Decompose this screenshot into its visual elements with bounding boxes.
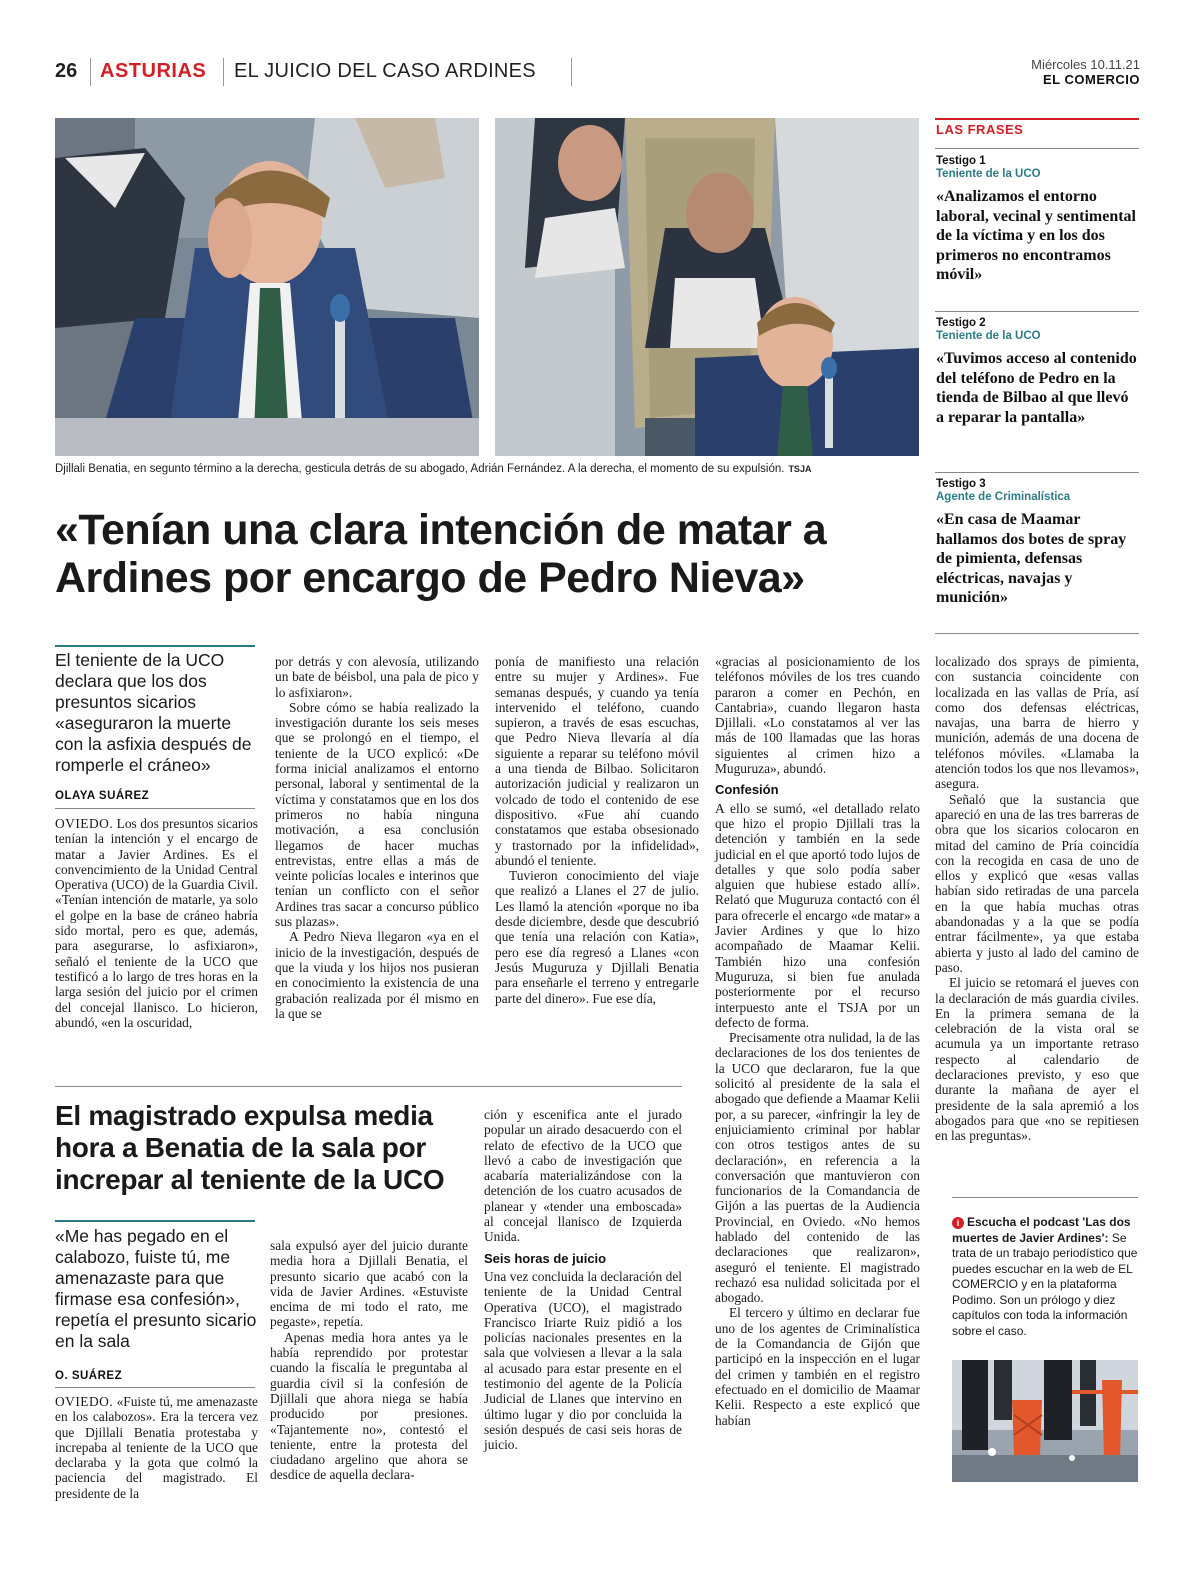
main-column-5 — [935, 654, 1139, 1144]
podcast-promo — [952, 1215, 1138, 1339]
second-col1-text: «Fuiste tú, me amenazaste en los calabozos». Era la tercera vez que Djillali Benatia protestaba y increpaba al teniente de la UCO que declaraba y la gota que colmó la paciencia del magistrado. El presidente de la — [55, 1394, 258, 1501]
subhead-seis-horas: Seis horas de juicio — [484, 1250, 607, 1266]
frase-witness: Testigo 1 — [936, 155, 986, 167]
main-column-3 — [495, 654, 699, 1006]
main-headline: «Tenían una clara intención de matar a Ardines por encargo de Pedro Nieva» — [55, 506, 827, 602]
paragraph: localizado dos sprays de pimienta, con sustancia coincidente con localizada en las vallas de Pría, así como dos defensas eléctricas, navajas, una barra de hierro y munición, además de una docena de teléfonos móviles. «Llamaba la atención todos los que nos llevamos», asegura. — [935, 654, 1139, 792]
second-dateline: OVIEDO. — [55, 1394, 114, 1409]
second-headline: El magistrado expulsa media hora a Benatia de la sala por increpar al teniente de la UCO — [55, 1100, 445, 1195]
paragraph: A Pedro Nieva llegaron «ya en el inicio de la investigación, después de que la viuda y los hijos nos pusieran en conocimiento la existencia de una grabación realizada por él mismo en la que se — [275, 929, 479, 1021]
section-name: ASTURIAS — [100, 60, 207, 82]
frase-item — [936, 155, 1140, 285]
paragraph: El juicio se retomará el jueves con la declaración de más guardia civiles. En la primera semana de la celebración de la vista oral se acumula ya un importante retraso respecto al calendario de declaraciones previsto, y eso que durante la mañana de ayer el presidente de la sala apremió a los abogados para que «no se repitiesen en las preguntas». — [935, 975, 1139, 1144]
header-divider — [90, 58, 91, 86]
second-column-2 — [270, 1238, 468, 1483]
paragraph: Apenas media hora antes ya le había reprendido por protestar cuando la fiscalía le preguntaba al guardia civil si la confesión de Djillali que ahora niega se había producido por presiones. «Tajantemente no», contestó el teniente, entre la protesta del ciudadano argelino que ahora se desdice de aquella declara- — [270, 1329, 468, 1483]
byline-rule — [55, 808, 255, 809]
frase-quote: «En casa de Maamar hallamos dos botes de spray de pimienta, defensas eléctricas, navajas y munición» — [936, 511, 1127, 606]
main-lead: El teniente de la UCO declara que los dos presuntos sicarios «aseguraron la muerte con la asfixia después de romperle el cráneo» — [55, 650, 252, 775]
paragraph: Sobre cómo se había realizado la investigación durante los seis meses que se prolongó en el tiempo, el teniente de la UCO explicó: «De forma inicial analizamos el entorno personal, laboral y sentimental de la víctima y constatamos que en los dos primeros no había ninguna motivación, a esa conclusión llegamos de hacer muchas entrevistas, entre ellas a más de veinte policías locales e interinos que tenían un conflicto con el señor Ardines tras sacar a concurso público sus plazas». — [275, 699, 479, 930]
info-icon: i — [952, 1217, 964, 1229]
lead-rule — [55, 645, 255, 647]
second-column-1 — [55, 1394, 258, 1501]
podcast-artwork — [952, 1360, 1138, 1482]
court-photo-right — [495, 118, 919, 456]
second-story-rule — [55, 1086, 682, 1087]
main-column-4 — [715, 654, 920, 1428]
byline-rule — [55, 1387, 255, 1388]
second-byline: O. SUÁREZ — [55, 1370, 123, 1382]
frase-role: Teniente de la UCO — [936, 168, 1041, 180]
main-column-2 — [275, 654, 479, 1021]
paragraph: Precisamente otra nulidad, la de las declaraciones de los dos tenientes de la UCO que declararon, fue la que solicitó al presidente de la sala el abogado que defiende a Maamar Kelii por, a su parecer, «infringir la ley de enjuiciamiento criminal por hablar con otros testigos antes de su declaración», en referencia a la conversación que mantuvieron con funcionarios de la Comandancia de Gijón a las puertas de la Audiencia Provincial, en Oviedo. «No hemos hablado del contenido de las declaraciones que realizaron», aseguró el teniente. El magistrado rechazó esa nulidad solicitada por el abogado. — [715, 1030, 920, 1306]
photo-caption — [55, 463, 925, 475]
paragraph: A ello se sumó, «el detallado relato que hizo el propio Djillali tras la detención y también en la sede judicial en el que aportó todo lujos de detalles y que solo podía saber alguien que hubiese estado allí». Relató que Muguruza contactó con él para ofrecerle el encargo «de matar» a Javier Ardines y que lo hizo acompañado de Maamar Kelii. También hizo una confesión Muguruza, si bien fue anulada posteriormente por el recurso interpuesto ante el TSJA por un defecto de forma. — [715, 800, 920, 1030]
frase-item — [936, 317, 1140, 427]
header-divider — [571, 58, 572, 86]
page-number: 26 — [55, 60, 78, 82]
lead-rule — [55, 1220, 255, 1222]
paragraph: sala expulsó ayer del juicio durante media hora a Djillali Benatia, el presunto sicario que acabó con la vida de Javier Ardines. «Estuviste encima de mi todo el rato, me pegaste», repetía. — [270, 1238, 468, 1330]
frase-role: Agente de Criminalística — [936, 491, 1071, 503]
frases-divider — [935, 633, 1139, 634]
caption-text: Djillali Benatia, en segunto término a la derecha, gesticula detrás de su abogado, Adrián Fernández. A la derecha, el momento de su expulsión. — [55, 463, 785, 475]
paragraph: ponía de manifiesto una relación entre su mujer y Ardines». Fue semanas después, y cuando ya tenía intervenido el teléfono, cuando supieron, a través de esas escuchas, que Pedro Nieva llevaría al día siguiente a reparar su teléfono móvil a una tienda de Bilbao. Solicitaron autorización judicial y realizaron un volcado de todo el contenido de ese dispositivo. «Fue ahí cuando constatamos que estaba obsesionado y trastornado por la infidelidad», abundó el teniente. — [495, 654, 699, 868]
court-photo-left — [55, 118, 479, 456]
frase-role: Teniente de la UCO — [936, 330, 1041, 342]
main-column-1 — [55, 816, 258, 1030]
photo-credit: TSJA — [788, 464, 812, 474]
frase-witness: Testigo 2 — [936, 317, 986, 329]
issue-date: Miércoles 10.11.21 — [1031, 57, 1140, 72]
paragraph: ción y escenifica ante el jurado popular un airado desacuerdo con el relato de efectivo de la UCO que llevó a cabo de investigación que acabaría materializándose con la detención de los cuatro acusados de planear y «tender una emboscada» al concejal llanisco de Izquierda Unida. — [484, 1107, 682, 1245]
podcast-text: Se trata de un trabajo periodístico que puedes escuchar en la web de EL COMERCIO y en la plataforma Podimo. Son un prólogo y diez capítulos con toda la información sobre el caso. — [952, 1230, 1138, 1338]
main-col1-text: Los dos presuntos sicarios tenían la intención y el encargo de matar a Javier Ardines. Es el convencimiento de la Unidad Central Operativa (UCO) de la Guardia Civil. «Tenían intención de matarle, ya solo el golpe en la base de cráneo habría sido mortal, pero es que, además, para asegurarse, lo asfixiaron», señaló el teniente de la UCO que testificó a lo largo de tres horas en la larga sesión del juicio por el crimen del concejal llanisco. Lo hicieron, abundó, «en la oscuridad, — [55, 816, 258, 1030]
paragraph: por detrás y con alevosía, utilizando un bate de béisbol, una pala de pico y lo asfixiaron». — [275, 654, 479, 700]
paragraph: Una vez concluida la declaración del teniente de la Unidad Central Operativa (UCO), el magistrado Francisco Iriarte Ruiz pidió a los policías nacionales presentes en la sala que volviesen a llevar a la sala al acusado para estar presente en el testimonio del agente de la Policía Judicial de Llanes que intervino en último lugar y dio por concluida la sesión después de casi seis horas de juicio. — [484, 1268, 682, 1453]
paragraph: El tercero y último en declarar fue uno de los agentes de Criminalística de la Comandancia de Gijón que participó en la inspección en el lugar del crimen y también en el registro efectuado en el domicilio de Maamar Kelii. Respecto a este explicó que habían — [715, 1305, 920, 1428]
frases-divider — [935, 148, 1139, 149]
paragraph: «gracias al posicionamiento de los teléfonos móviles de los tres cuando pararon a comer en Pechón, en Cantabria», cuando llegaron hasta Djillali. «Lo constatamos al ver las más de 100 llamadas que las horas siguientes al crimen hizo a Muguruza», abundó. — [715, 654, 920, 777]
podcast-title: Escucha el podcast 'Las dos muertes de Javier Ardines': — [952, 1215, 1131, 1245]
second-lead: «Me has pegado en el calabozo, fuiste tú, me amenazaste para que firmase esa confesión», repetía el presunto sicario en la sala — [55, 1226, 257, 1351]
paragraph: Señaló que la sustancia que apareció en una de las tres barreras de obra que los sicarios colocaron en mitad del camino de Pría coincidía con la recogida en casa de uno de ellos y explicó que «esas vallas habían sido retiradas de una parcela en la que había muchas otras abandonadas y a la que se podía entrar fácilmente», ya que estaba abierta y justo al lado del camino de paso. — [935, 791, 1139, 975]
main-dateline: OVIEDO. — [55, 816, 114, 831]
frases-divider — [935, 472, 1139, 473]
frases-top-rule — [935, 118, 1139, 120]
podcast-rule — [952, 1197, 1138, 1198]
frases-divider — [935, 311, 1139, 312]
frase-quote: «Tuvimos acceso al contenido del teléfono de Pedro en la tienda de Bilbao al que llevó a reparar la pantalla» — [936, 350, 1137, 426]
frase-witness: Testigo 3 — [936, 478, 986, 490]
newspaper-name: EL COMERCIO — [1043, 72, 1140, 87]
frases-title: LAS FRASES — [936, 122, 1024, 137]
topic-title: EL JUICIO DEL CASO ARDINES — [234, 60, 536, 82]
paragraph: Tuvieron conocimiento del viaje que realizó a Llanes el 27 de julio. Les llamó la atención «porque no iba desde diciembre, desde que descubrió que tenía una relación con Katia», pero ese día regresó a Llanes «con Jesús Muguruza y Djillali Benatia para enseñarle el terreno y entregarle parte del dinero». Fue ese día, — [495, 868, 699, 1006]
subhead-confesion: Confesión — [715, 782, 779, 798]
header-divider — [223, 58, 224, 86]
main-byline: OLAYA SUÁREZ — [55, 790, 150, 802]
frase-item — [936, 478, 1140, 608]
frase-quote: «Analizamos el entorno laboral, vecinal y sentimental de la víctima y en los dos primeros no encontramos móvil» — [936, 188, 1136, 283]
second-column-3 — [484, 1107, 682, 1453]
